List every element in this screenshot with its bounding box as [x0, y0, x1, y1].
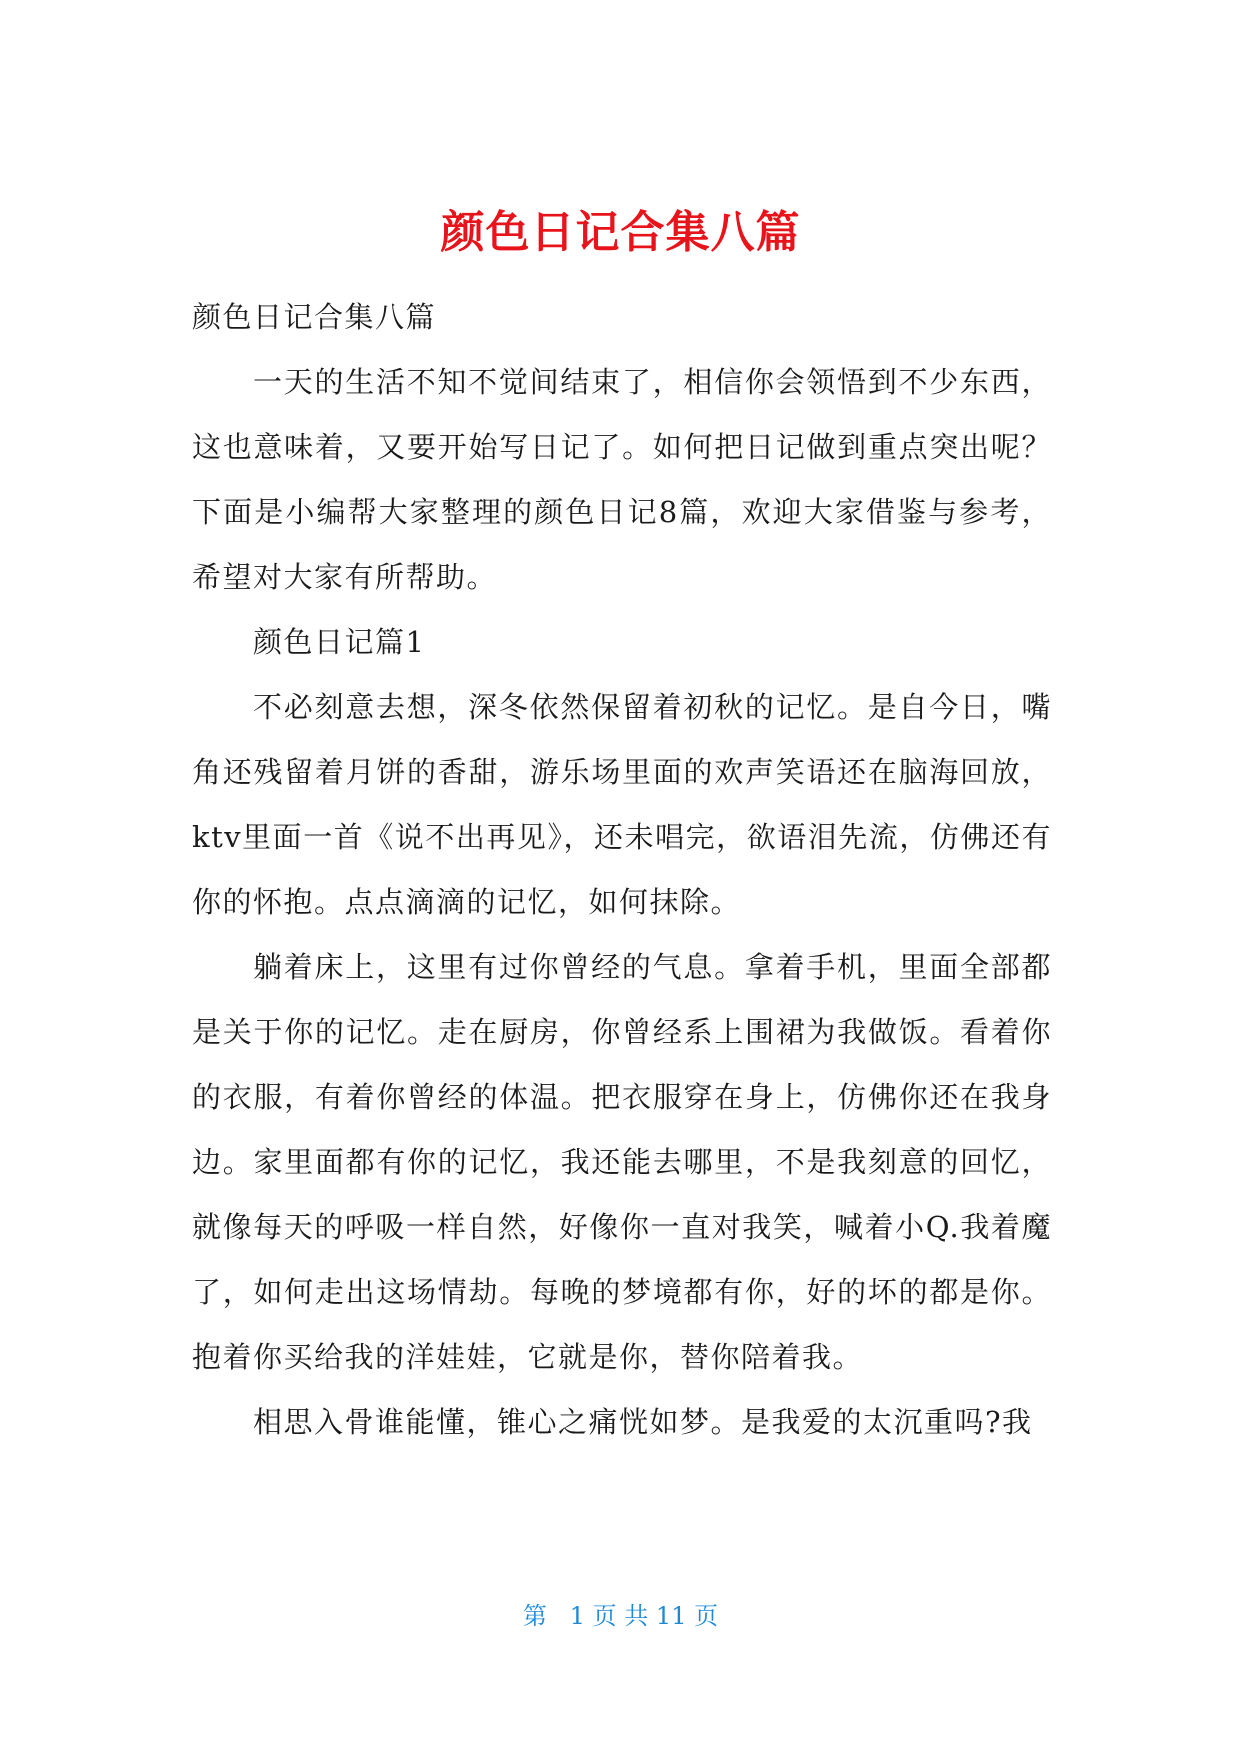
body-paragraph: 躺着床上，这里有过你曾经的气息。拿着手机，里面全部都是关于你的记忆。走在厨房，你曾经系上围裙为我做饭。看着你的衣服，有着你曾经的体温。把衣服穿在身上，仿佛你还在我身边。家里面都有你的记忆，我还能去哪里，不是我刻意的回忆，就像每天的呼吸一样自然，好像你一直对我笑，喊着小Q.我着魔了，如何走出这场情劫。每晚的梦境都有你，好的坏的都是你。抱着你买给我的洋娃娃，它就是你，替你陪着我。 [192, 950, 1052, 1374]
body-paragraph: 相思入骨谁能懂，锥心之痛恍如梦。是我爱的太沉重吗?我 [253, 1405, 1033, 1439]
intro-paragraph: 一天的生活不知不觉间结束了，相信你会领悟到不少东西，这也意味着，又要开始写日记了。如何把日记做到重点突出呢？下面是小编帮大家整理的颜色日记8篇，欢迎大家借鉴与参考，希望对大家有所帮助。 [192, 365, 1052, 594]
body-paragraph: 不必刻意去想，深冬依然保留着初秋的记忆。是自今日，嘴角还残留着月饼的香甜，游乐场里面的欢声笑语还在脑海回放，ktv里面一首《说不出再见》，还未唱完，欲语泪先流，仿佛还有你的怀抱。点点滴滴的记忆，如何抹除。 [192, 690, 1052, 919]
document-body [192, 285, 1052, 1455]
section-heading: 颜色日记篇1 [253, 625, 426, 659]
document-title: 颜色日记合集八篇 [440, 207, 801, 258]
subtitle-paragraph: 颜色日记合集八篇 [192, 300, 437, 334]
page-number-footer: 第 1 页 共 11 页 [522, 1602, 719, 1630]
